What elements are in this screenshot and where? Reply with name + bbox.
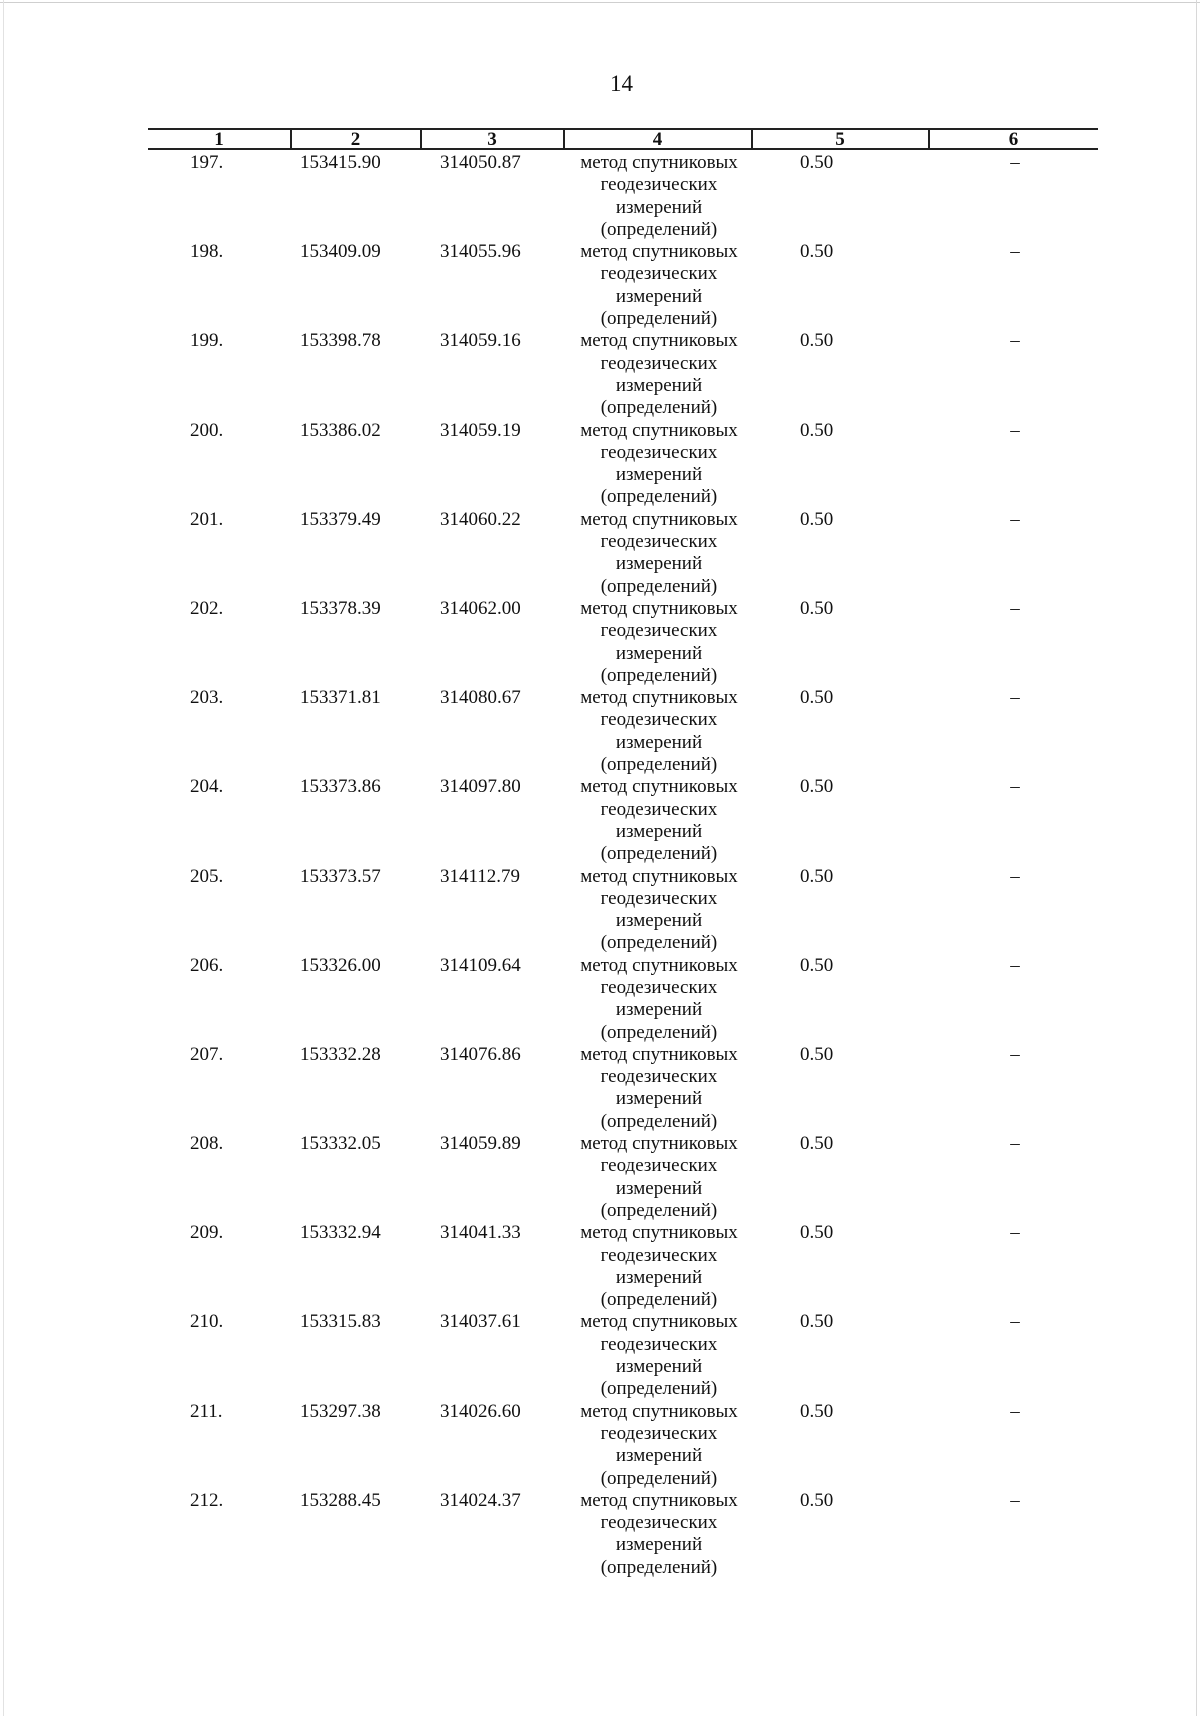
accuracy-value: 0.50	[800, 1311, 834, 1333]
table-row	[0, 509, 1200, 598]
header-col-5: 5	[835, 129, 845, 150]
note-dash: –	[1010, 241, 1020, 263]
note-dash: –	[1010, 1400, 1020, 1422]
table-row	[0, 866, 1200, 955]
point-number: 210.	[190, 1311, 224, 1333]
coordinate-y: 314097.80	[440, 776, 521, 798]
coordinate-x: 153315.83	[300, 1311, 381, 1333]
note-dash: –	[1010, 597, 1020, 619]
accuracy-value: 0.50	[800, 776, 834, 798]
accuracy-value: 0.50	[800, 1400, 834, 1422]
method-description: метод спутниковых геодезических измерений (определений)	[580, 419, 738, 508]
point-number: 207.	[190, 1043, 224, 1065]
coordinate-x: 153386.02	[300, 419, 381, 441]
page-number: 14	[610, 71, 633, 96]
note-dash: –	[1010, 1222, 1020, 1244]
accuracy-value: 0.50	[800, 865, 834, 887]
point-number: 211.	[190, 1400, 223, 1422]
coordinate-x: 153326.00	[300, 954, 381, 976]
coordinate-x: 153373.86	[300, 776, 381, 798]
note-dash: –	[1010, 776, 1020, 798]
method-description: метод спутниковых геодезических измерений (определений)	[580, 1400, 738, 1489]
table-row	[0, 1044, 1200, 1133]
coordinate-y: 314109.64	[440, 954, 521, 976]
table-row	[0, 1222, 1200, 1311]
coordinate-y: 314059.89	[440, 1133, 521, 1155]
accuracy-value: 0.50	[800, 241, 834, 263]
coordinate-x: 153297.38	[300, 1400, 381, 1422]
note-dash: –	[1010, 508, 1020, 530]
note-dash: –	[1010, 865, 1020, 887]
method-description: метод спутниковых геодезических измерений (определений)	[580, 1311, 738, 1400]
coordinate-x: 153378.39	[300, 597, 381, 619]
coordinate-y: 314076.86	[440, 1043, 521, 1065]
point-number: 198.	[190, 241, 224, 263]
coordinate-x: 153332.94	[300, 1222, 381, 1244]
coordinate-y: 314080.67	[440, 687, 521, 709]
point-number: 199.	[190, 330, 224, 352]
method-description: метод спутниковых геодезических измерений (определений)	[580, 508, 738, 597]
note-dash: –	[1010, 1311, 1020, 1333]
coordinate-x: 153332.05	[300, 1133, 381, 1155]
table-row	[0, 598, 1200, 687]
table-row	[0, 1490, 1200, 1579]
coordinate-x: 153379.49	[300, 508, 381, 530]
coordinate-y: 314059.16	[440, 330, 521, 352]
table-row	[0, 1401, 1200, 1490]
point-number: 200.	[190, 419, 224, 441]
accuracy-value: 0.50	[800, 1133, 834, 1155]
table-row	[0, 1133, 1200, 1222]
coordinate-y: 314060.22	[440, 508, 521, 530]
coordinate-y: 314041.33	[440, 1222, 521, 1244]
point-number: 205.	[190, 865, 224, 887]
method-description: метод спутниковых геодезических измерений (определений)	[580, 865, 738, 954]
point-number: 212.	[190, 1489, 224, 1511]
accuracy-value: 0.50	[800, 152, 834, 173]
coordinate-x: 153415.90	[300, 152, 381, 173]
header-col-4: 4	[652, 129, 663, 150]
table-row	[0, 152, 1200, 241]
method-description: метод спутниковых геодезических измерений (определений)	[580, 597, 738, 686]
coordinate-y: 314112.79	[440, 865, 521, 887]
coordinate-x: 153409.09	[300, 241, 381, 263]
method-description: метод спутниковых геодезических измерений (определений)	[580, 1489, 738, 1578]
header-col-6: 6	[1008, 129, 1019, 150]
accuracy-value: 0.50	[800, 508, 834, 530]
table-row	[0, 420, 1200, 509]
coordinate-x: 153288.45	[300, 1489, 381, 1511]
header-col-2: 2	[350, 129, 361, 150]
point-number: 201.	[190, 508, 224, 530]
scan-edge-top	[0, 2, 1200, 3]
coordinate-y: 314062.00	[440, 597, 521, 619]
header-col-3: 3	[487, 129, 497, 150]
table-header	[148, 124, 1098, 150]
method-description: метод спутниковых геодезических измерений (определений)	[580, 954, 738, 1043]
accuracy-value: 0.50	[800, 597, 834, 619]
coordinate-x: 153373.57	[300, 865, 381, 887]
note-dash: –	[1010, 330, 1020, 352]
method-description: метод спутниковых геодезических измерений (определений)	[580, 241, 738, 330]
header-col-1: 1	[214, 129, 224, 150]
coordinate-y: 314037.61	[440, 1311, 521, 1333]
point-number: 204.	[190, 776, 224, 798]
note-dash: –	[1010, 152, 1020, 173]
table-row	[0, 955, 1200, 1044]
accuracy-value: 0.50	[800, 1489, 834, 1511]
accuracy-value: 0.50	[800, 330, 834, 352]
note-dash: –	[1010, 687, 1020, 709]
method-description: метод спутниковых геодезических измерений (определений)	[580, 776, 738, 865]
coordinate-y: 314024.37	[440, 1489, 521, 1511]
point-number: 203.	[190, 687, 224, 709]
accuracy-value: 0.50	[800, 1043, 834, 1065]
note-dash: –	[1010, 1043, 1020, 1065]
coordinate-x: 153371.81	[300, 687, 381, 709]
note-dash: –	[1010, 954, 1020, 976]
coordinate-y: 314059.19	[440, 419, 521, 441]
table-row	[0, 241, 1200, 330]
point-number: 208.	[190, 1133, 224, 1155]
table-body	[0, 152, 1200, 1579]
note-dash: –	[1010, 1133, 1020, 1155]
coordinate-x: 153398.78	[300, 330, 381, 352]
method-description: метод спутниковых геодезических измерений (определений)	[580, 687, 738, 776]
point-number: 209.	[190, 1222, 224, 1244]
table-row	[0, 776, 1200, 865]
coordinate-y: 314026.60	[440, 1400, 521, 1422]
method-description: метод спутниковых геодезических измерений (определений)	[580, 1043, 738, 1132]
point-number: 206.	[190, 954, 224, 976]
table-row	[0, 330, 1200, 419]
table-row	[0, 1311, 1200, 1400]
accuracy-value: 0.50	[800, 954, 834, 976]
point-number: 202.	[190, 597, 224, 619]
accuracy-value: 0.50	[800, 419, 834, 441]
coordinate-y: 314050.87	[440, 152, 521, 173]
method-description: метод спутниковых геодезических измерений (определений)	[580, 1133, 738, 1221]
method-description: метод спутниковых геодезических измерений (определений)	[580, 1222, 738, 1311]
coordinate-x: 153332.28	[300, 1043, 381, 1065]
method-description: метод спутниковых геодезических измерений (определений)	[580, 152, 738, 240]
accuracy-value: 0.50	[800, 687, 834, 709]
note-dash: –	[1010, 419, 1020, 441]
method-description: метод спутниковых геодезических измерений (определений)	[580, 330, 738, 419]
coordinate-y: 314055.96	[440, 241, 521, 263]
table-row	[0, 687, 1200, 776]
note-dash: –	[1010, 1489, 1020, 1511]
point-number: 197.	[190, 152, 224, 173]
accuracy-value: 0.50	[800, 1222, 834, 1244]
